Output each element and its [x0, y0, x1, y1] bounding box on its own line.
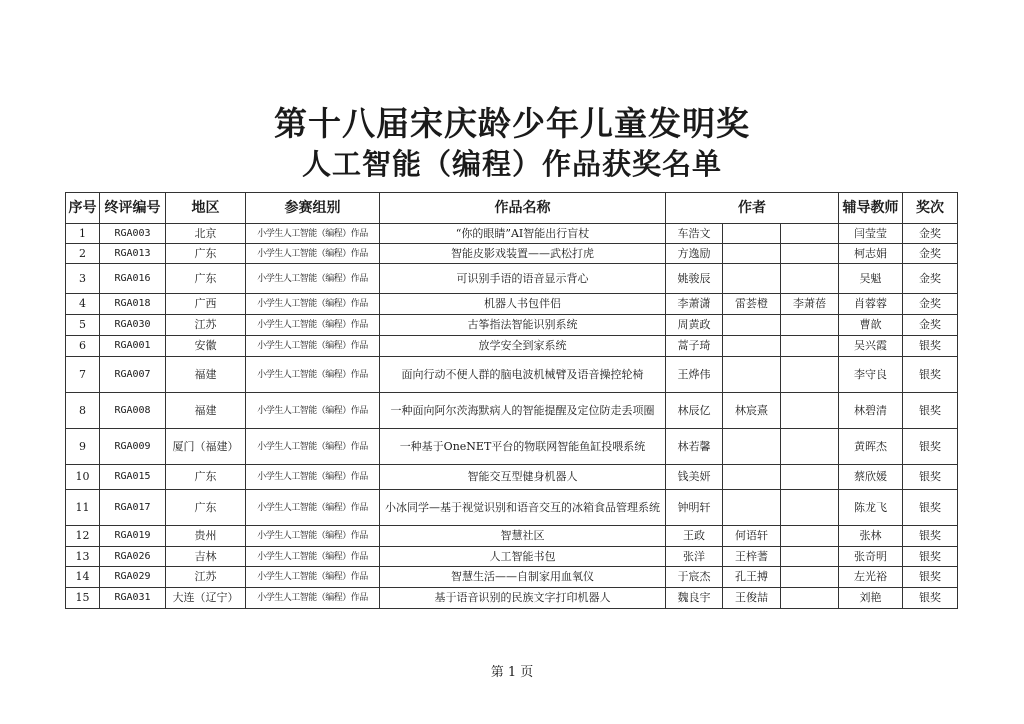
- row-work: 一种基于OneNET平台的物联网智能鱼缸投喂系统: [380, 429, 666, 465]
- row-code: RGA029: [100, 567, 166, 588]
- row-author-2: [723, 315, 781, 336]
- row-teacher: 吴兴霞: [839, 336, 903, 357]
- row-code: RGA019: [100, 526, 166, 547]
- row-author-3: [781, 588, 839, 609]
- row-work: 智能皮影戏装置——武松打虎: [380, 244, 666, 264]
- row-award: 银奖: [903, 588, 958, 609]
- row-region: 大连（辽宁）: [166, 588, 246, 609]
- row-author-3: [781, 336, 839, 357]
- row-group: 小学生人工智能（编程）作品: [246, 429, 380, 465]
- row-work: 智慧社区: [380, 526, 666, 547]
- row-teacher: 张林: [839, 526, 903, 547]
- row-author-1: 张洋: [666, 547, 723, 567]
- row-group: 小学生人工智能（编程）作品: [246, 315, 380, 336]
- row-no: 15: [66, 588, 100, 609]
- row-group: 小学生人工智能（编程）作品: [246, 465, 380, 490]
- header-region: 地区: [166, 193, 246, 224]
- row-no: 3: [66, 264, 100, 294]
- header-code: 终评编号: [100, 193, 166, 224]
- row-author-1: 林辰亿: [666, 393, 723, 429]
- row-code: RGA017: [100, 490, 166, 526]
- row-author-2: [723, 264, 781, 294]
- header-work: 作品名称: [380, 193, 666, 224]
- row-author-1: 王烨伟: [666, 357, 723, 393]
- row-author-1: 车浩文: [666, 224, 723, 244]
- row-group: 小学生人工智能（编程）作品: [246, 294, 380, 315]
- table-row: [66, 294, 958, 315]
- row-group: 小学生人工智能（编程）作品: [246, 567, 380, 588]
- row-author-2: [723, 336, 781, 357]
- row-author-2: [723, 357, 781, 393]
- row-award: 银奖: [903, 393, 958, 429]
- row-author-3: [781, 465, 839, 490]
- row-author-2: 林宸熹: [723, 393, 781, 429]
- table-row: [66, 465, 958, 490]
- row-work: 智能交互型健身机器人: [380, 465, 666, 490]
- row-code: RGA013: [100, 244, 166, 264]
- row-award: 银奖: [903, 465, 958, 490]
- row-teacher: 柯志娟: [839, 244, 903, 264]
- row-region: 江苏: [166, 567, 246, 588]
- row-award: 金奖: [903, 294, 958, 315]
- row-teacher: 左光裕: [839, 567, 903, 588]
- row-author-2: [723, 224, 781, 244]
- row-teacher: 肖蓉蓉: [839, 294, 903, 315]
- row-work: 智慧生活——自制家用血氧仪: [380, 567, 666, 588]
- row-region: 福建: [166, 393, 246, 429]
- table-row: [66, 429, 958, 465]
- row-no: 11: [66, 490, 100, 526]
- table-row: [66, 224, 958, 244]
- row-author-2: [723, 490, 781, 526]
- row-no: 9: [66, 429, 100, 465]
- row-group: 小学生人工智能（编程）作品: [246, 224, 380, 244]
- row-author-2: [723, 465, 781, 490]
- row-region: 安徽: [166, 336, 246, 357]
- row-code: RGA009: [100, 429, 166, 465]
- row-work: 古筝指法智能识别系统: [380, 315, 666, 336]
- row-code: RGA018: [100, 294, 166, 315]
- row-no: 7: [66, 357, 100, 393]
- row-code: RGA026: [100, 547, 166, 567]
- row-region: 吉林: [166, 547, 246, 567]
- row-author-1: 李萧潇: [666, 294, 723, 315]
- row-group: 小学生人工智能（编程）作品: [246, 588, 380, 609]
- row-code: RGA015: [100, 465, 166, 490]
- table-row: [66, 244, 958, 264]
- row-award: 银奖: [903, 526, 958, 547]
- row-award: 银奖: [903, 357, 958, 393]
- row-no: 6: [66, 336, 100, 357]
- row-author-1: 姚骏辰: [666, 264, 723, 294]
- row-award: 金奖: [903, 244, 958, 264]
- row-author-2: 王梓蓍: [723, 547, 781, 567]
- row-code: RGA016: [100, 264, 166, 294]
- row-teacher: 曹歆: [839, 315, 903, 336]
- row-no: 4: [66, 294, 100, 315]
- row-work: 面向行动不便人群的脑电波机械臂及语音操控轮椅: [380, 357, 666, 393]
- row-work: 小冰同学—基于视觉识别和语音交互的冰箱食品管理系统: [380, 490, 666, 526]
- row-author-1: 蒿子琦: [666, 336, 723, 357]
- header-group: 参赛组别: [246, 193, 380, 224]
- row-author-3: [781, 357, 839, 393]
- table-row: [66, 567, 958, 588]
- row-award: 金奖: [903, 224, 958, 244]
- row-teacher: 刘艳: [839, 588, 903, 609]
- row-no: 8: [66, 393, 100, 429]
- row-author-2: 王俊喆: [723, 588, 781, 609]
- row-author-1: 魏良宇: [666, 588, 723, 609]
- table-row: [66, 264, 958, 294]
- row-code: RGA030: [100, 315, 166, 336]
- row-author-2: 何语轩: [723, 526, 781, 547]
- row-group: 小学生人工智能（编程）作品: [246, 490, 380, 526]
- row-group: 小学生人工智能（编程）作品: [246, 547, 380, 567]
- row-teacher: 吴魁: [839, 264, 903, 294]
- row-author-1: 王政: [666, 526, 723, 547]
- row-author-3: [781, 429, 839, 465]
- page-number: 第 1 页: [490, 665, 534, 680]
- row-code: RGA003: [100, 224, 166, 244]
- row-group: 小学生人工智能（编程）作品: [246, 526, 380, 547]
- row-region: 广西: [166, 294, 246, 315]
- row-author-3: [781, 547, 839, 567]
- row-author-3: [781, 244, 839, 264]
- header-authors: 作者: [666, 193, 839, 224]
- header-no: 序号: [66, 193, 100, 224]
- row-author-1: 方逸励: [666, 244, 723, 264]
- row-award: 银奖: [903, 490, 958, 526]
- row-work: 机器人书包伴侣: [380, 294, 666, 315]
- row-region: 北京: [166, 224, 246, 244]
- row-no: 5: [66, 315, 100, 336]
- table-row: [66, 315, 958, 336]
- row-work: 放学安全到家系统: [380, 336, 666, 357]
- document-subtitle: 人工智能（编程）作品获奖名单: [301, 147, 722, 181]
- row-group: 小学生人工智能（编程）作品: [246, 264, 380, 294]
- row-author-1: 周黄政: [666, 315, 723, 336]
- row-region: 广东: [166, 490, 246, 526]
- row-no: 14: [66, 567, 100, 588]
- row-region: 广东: [166, 264, 246, 294]
- row-work: 一种面向阿尔茨海默病人的智能提醒及定位防走丢项圈: [380, 393, 666, 429]
- table-row: [66, 526, 958, 547]
- row-work: “你的眼睛”AI智能出行盲杖: [380, 224, 666, 244]
- table-row: [66, 490, 958, 526]
- row-teacher: 黄晖杰: [839, 429, 903, 465]
- row-award: 银奖: [903, 336, 958, 357]
- row-region: 福建: [166, 357, 246, 393]
- row-group: 小学生人工智能（编程）作品: [246, 336, 380, 357]
- award-table: [65, 192, 958, 609]
- row-code: RGA008: [100, 393, 166, 429]
- row-award: 银奖: [903, 547, 958, 567]
- row-no: 12: [66, 526, 100, 547]
- row-region: 贵州: [166, 526, 246, 547]
- row-award: 金奖: [903, 315, 958, 336]
- header-award: 奖次: [903, 193, 958, 224]
- row-author-3: [781, 264, 839, 294]
- table-row: [66, 588, 958, 609]
- row-work: 基于语音识别的民族文字打印机器人: [380, 588, 666, 609]
- row-award: 银奖: [903, 429, 958, 465]
- row-no: 2: [66, 244, 100, 264]
- row-author-3: 李萧蓓: [781, 294, 839, 315]
- row-region: 江苏: [166, 315, 246, 336]
- row-author-1: 钟明轩: [666, 490, 723, 526]
- row-author-2: [723, 429, 781, 465]
- row-author-3: [781, 315, 839, 336]
- row-no: 13: [66, 547, 100, 567]
- row-region: 广东: [166, 465, 246, 490]
- row-author-3: [781, 393, 839, 429]
- row-author-1: 于宸杰: [666, 567, 723, 588]
- row-author-3: [781, 490, 839, 526]
- row-teacher: 闫莹莹: [839, 224, 903, 244]
- row-group: 小学生人工智能（编程）作品: [246, 244, 380, 264]
- row-region: 厦门（福建）: [166, 429, 246, 465]
- row-teacher: 蔡欣媛: [839, 465, 903, 490]
- row-group: 小学生人工智能（编程）作品: [246, 357, 380, 393]
- row-work: 人工智能书包: [380, 547, 666, 567]
- row-author-3: [781, 526, 839, 547]
- row-code: RGA007: [100, 357, 166, 393]
- row-author-2: [723, 244, 781, 264]
- row-code: RGA001: [100, 336, 166, 357]
- row-author-2: 孔王搏: [723, 567, 781, 588]
- row-author-1: 钱美妍: [666, 465, 723, 490]
- row-work: 可识别手语的语音显示背心: [380, 264, 666, 294]
- row-author-1: 林若馨: [666, 429, 723, 465]
- row-no: 10: [66, 465, 100, 490]
- row-no: 1: [66, 224, 100, 244]
- header-teacher: 辅导教师: [839, 193, 903, 224]
- row-award: 银奖: [903, 567, 958, 588]
- row-author-3: [781, 224, 839, 244]
- table-row: [66, 393, 958, 429]
- row-award: 金奖: [903, 264, 958, 294]
- table-row: [66, 336, 958, 357]
- row-code: RGA031: [100, 588, 166, 609]
- row-group: 小学生人工智能（编程）作品: [246, 393, 380, 429]
- row-teacher: 张奇明: [839, 547, 903, 567]
- row-author-3: [781, 567, 839, 588]
- row-author-2: 雷荟橙: [723, 294, 781, 315]
- table-row: [66, 357, 958, 393]
- document-title: 第十八届宋庆龄少年儿童发明奖: [274, 104, 750, 143]
- table-header-row: [66, 193, 958, 224]
- row-teacher: 林碧清: [839, 393, 903, 429]
- table-row: [66, 547, 958, 567]
- row-region: 广东: [166, 244, 246, 264]
- row-teacher: 陈龙飞: [839, 490, 903, 526]
- row-teacher: 李守良: [839, 357, 903, 393]
